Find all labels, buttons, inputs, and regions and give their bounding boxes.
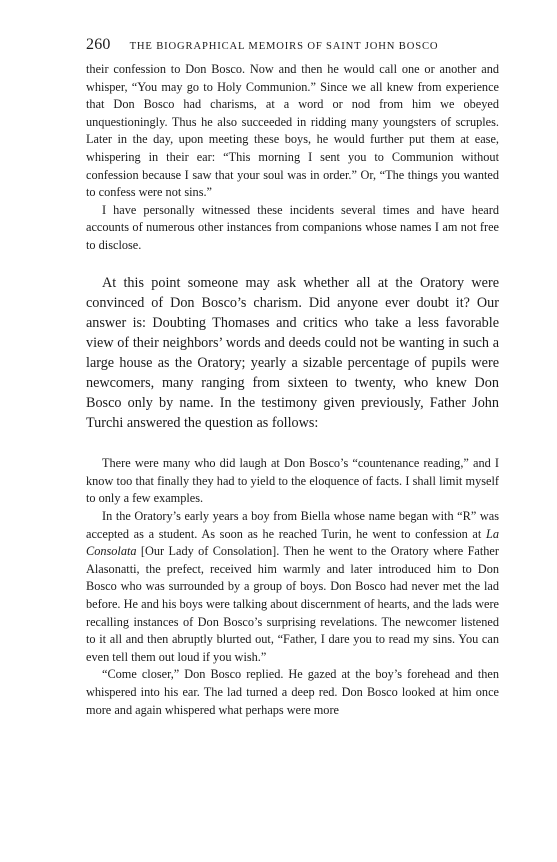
- paragraph: “Come closer,” Don Bosco replied. He gazed at the boy’s forehead and then whispered into his ear. The lad turned a deep red. Don Bosco looked at him once more and again whispered what perhaps were more: [86, 667, 499, 717]
- section-spacer: [86, 255, 499, 273]
- paragraph: At this point someone may ask whether all at the Oratory were convinced of Don Bosco’s charism. Did anyone ever doubt it? Our answer is: Doubting Thomases and critics who take a less favorable view of their neighbors’ words and deeds could not be wanting in such a large house as the Oratory; yearly a sizable percentage of pupils were newcomers, many ranging from sixteen to twenty, who knew Don Bosco only by name. In the testimony given previously, Father John Turchi answered the question as follows:: [86, 274, 499, 432]
- italic-place-name: La Consolata: [86, 526, 499, 559]
- paragraph: [86, 508, 499, 666]
- running-title: THE BIOGRAPHICAL MEMOIRS OF SAINT JOHN BOSCO: [129, 41, 439, 52]
- running-head: [86, 36, 499, 58]
- page-number: 260: [86, 36, 111, 53]
- quoted-testimony: [86, 455, 499, 719]
- quoted-testimony-continued: [86, 61, 499, 255]
- paragraph: their confession to Don Bosco. Now and then he would call one or another and whisper, “You may go to Holy Communion.” Since we all knew from experience that Don Bosco had charisms, at a word or nod from him we obeyed unquestioningly. Thus he also succeeded in ridding many youngsters of scruples. Later in the day, upon meeting these boys, he would further put them at ease, whispering in their ear: “This morning I sent you to Communion without confession because I saw that your soul was in order.” Or, “The things you wanted to confess were not sins.”: [86, 62, 499, 200]
- paragraph: I have personally witnessed these incidents several times and have heard accounts of numerous other instances from companions whose names I am not free to disclose.: [86, 202, 499, 252]
- paragraph-text: In the Oratory’s early years a boy from Biella whose name began with “R” was accepted as a student. As soon as he reached Turin, he went to confession at: [86, 509, 499, 541]
- paragraph-text: [Our Lady of Consolation]. Then he went to the Oratory where Father Alasonatti, the prefect, received him warmly and later introduced him to Don Bosco who was surrounded by a group of boys. Don Bosco had never met the lad before. He and his boys were talking about discernment of hearts, and the lads were recalling instances of Don Bosco’s surprising revelations. The newcomer listened to it all and then abruptly blurted out, “Father, I dare you to read my sins. You can even tell them out loud if you wish.”: [86, 544, 499, 664]
- author-narrative: [86, 273, 499, 434]
- section-spacer: [86, 433, 499, 455]
- paragraph: There were many who did laugh at Don Bosco’s “countenance reading,” and I know too that finally they had to yield to the eloquence of facts. I shall limit myself to only a few examples.: [86, 456, 499, 506]
- book-page: [86, 36, 499, 719]
